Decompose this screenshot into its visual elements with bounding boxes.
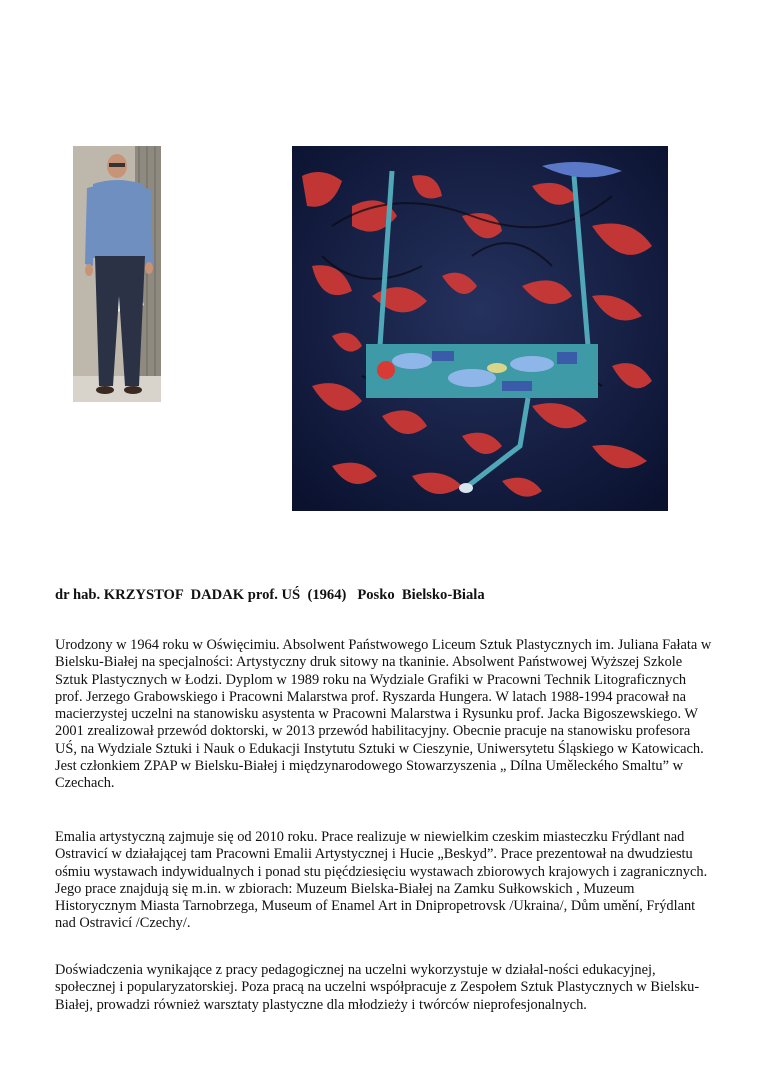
artist-portrait-photo bbox=[73, 146, 161, 402]
enamel-work-paragraph: Emalia artystyczną zajmuje się od 2010 roku. Prace realizuje w niewielkim czeskim miasteczku Frýdlant nad Ostravicí w działającej tam Pracowni Emalii Artystycznej i Hucie „Beskyd”. Prace prezentował na dwudziestu ośmiu wystawach indywidualnych i ponad stu pięćdziesięciu wystawach zbiorowych krajowych i zagranicznych. Jego prace znajdują się m.in. w zbiorach: Muzeum Bielska-Białej na Zamku Sułkowskich , Muzeum Historycznym Miasta Tarnobrzega, Museum of Enamel Art in Dnipropetrovsk /Ukraina/, Dům umění, Frýdlant nad Ostravicí /Czechy/. bbox=[55, 829, 708, 932]
enamel-artwork-image bbox=[292, 146, 668, 511]
artist-heading: dr hab. KRZYSTOF DADAK prof. UŚ (1964) Posko Bielsko-Biala bbox=[55, 587, 485, 603]
teaching-paragraph: Doświadczenia wynikające z pracy pedagogicznej na uczelni wykorzystuje w działal-ności edukacyjnej, społecznej i popularyzatorskiej. Poza pracą na uczelni współpracuje z Zespołem Sztuk Plastycznych w Bielsku-Białej, prowadzi również warsztaty plastyczne dla młodzieży i twórców nieprofesjonalnych. bbox=[55, 962, 700, 1013]
biography-paragraph: Urodzony w 1964 roku w Oświęcimiu. Absolwent Państwowego Liceum Sztuk Plastycznych im. Juliana Fałata w Bielsku-Białej na specjalności: Artystyczny druk sitowy na tkaninie. Absolwent Państwowej Wyższej Szkole Sztuk Plastycznych w Łodzi. Dyplom w 1989 roku na Wydziale Grafiki w Pracowni Technik Litograficznych prof. Jerzego Grabowskiego i Pracowni Malarstwa prof. Ryszarda Hungera. W latach 1988-1994 pracował na macierzystej uczelni na stanowisku asystenta w Pracowni Malarstwa i Rysunku prof. Jacka Bigoszewskiego. W 2001 zrealizował przewód doktorski, w 2013 przewód habilitacyjny. Obecnie pracuje na stanowisku profesora UŚ, na Wydziale Sztuki i Nauk o Edukacji Instytutu Sztuki w Cieszynie, Uniwersytetu Śląskiego w Katowicach. Jest członkiem ZPAP w Bielsku-Białej i międzynarodowego Stowarzyszenia „ Dílna Uměleckého Smaltu” w Czechach. bbox=[55, 637, 712, 792]
